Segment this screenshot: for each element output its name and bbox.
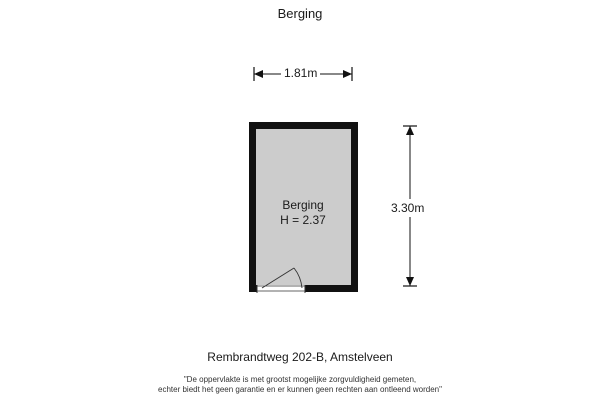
page-title: Berging bbox=[277, 6, 323, 21]
disclaimer-line-2: echter biedt het geen garantie en er kunnen geen rechten aan ontleend worden" bbox=[158, 385, 442, 394]
depth-label: 3.30m bbox=[391, 201, 425, 215]
width-label: 1.81m bbox=[281, 66, 320, 80]
disclaimer bbox=[0, 375, 600, 395]
room-height: H = 2.37 bbox=[280, 213, 326, 227]
address: Rembrandtweg 202-B, Amstelveen bbox=[207, 350, 393, 364]
room-label bbox=[250, 198, 356, 228]
disclaimer-line-1: "De oppervlakte is met grootst mogelijke zorgvuldigheid gemeten, bbox=[183, 375, 417, 384]
room-name: Berging bbox=[282, 198, 324, 212]
